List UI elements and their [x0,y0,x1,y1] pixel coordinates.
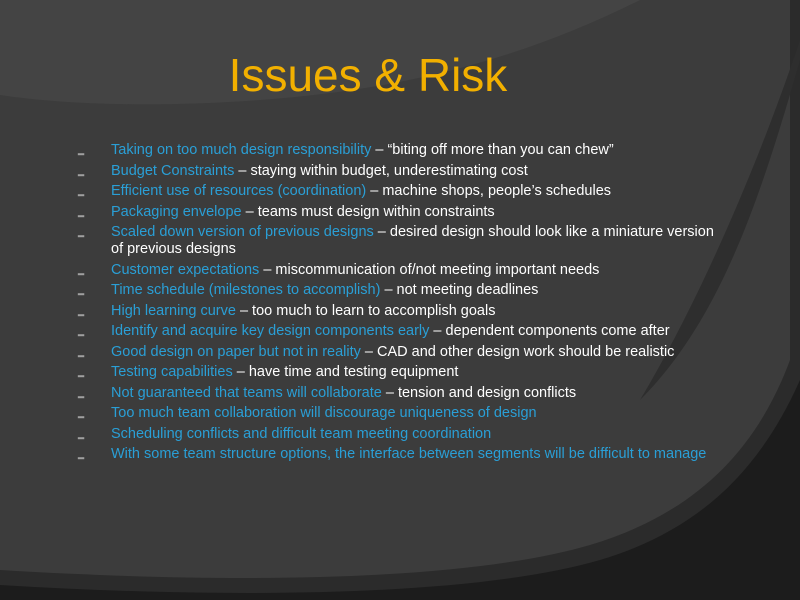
triangle-bullet-icon: ‗ [78,263,85,276]
bullet-highlight-text: Efficient use of resources (coordination) [111,183,367,199]
triangle-bullet-icon: ‗ [78,345,85,358]
bullet-highlight-text: Taking on too much design responsibility [111,142,372,158]
bullet-detail-text: – teams must design within constraints [241,203,495,220]
bullet-item [78,385,718,402]
bullet-detail-text: – staying within budget, underestimating cost [234,162,528,179]
triangle-bullet-icon: ‗ [78,284,85,296]
bullet-item [78,344,718,361]
triangle-bullet-icon: ‗ [78,407,85,419]
bullet-highlight-text: Budget Constraints [111,162,235,179]
bullet-detail-text: – miscommunication of/not meeting important needs [259,261,600,278]
bullet-item [78,405,718,422]
bullet-detail-text: – “biting off more than you can chew” [371,142,614,158]
bullet-highlight-text: Scaled down version of previous designs [111,224,374,240]
bullet-detail-text: – machine shops, people’s schedules [366,183,612,199]
bullet-highlight-text: Not guaranteed that teams will collaborate [111,384,382,401]
bullet-item [78,282,718,299]
triangle-bullet-icon: ‗ [78,144,85,156]
bullet-detail-text: – CAD and other design work should be realistic [360,343,675,360]
triangle-bullet-icon: ‗ [78,205,85,218]
bullet-item [78,183,718,200]
triangle-bullet-icon: ‗ [78,427,85,440]
bullet-item [78,446,718,463]
bullet-detail-text: – tension and design conflicts [381,384,577,401]
bullet-item [78,323,718,340]
triangle-bullet-icon: ‗ [78,164,85,177]
bullet-item [78,163,718,180]
bullet-item [78,204,718,221]
bullet-detail-text: – desired design should look like a miniature version of previous designs [111,224,714,257]
triangle-bullet-icon: ‗ [78,304,85,317]
bullet-detail-text: – not meeting deadlines [380,282,539,298]
triangle-bullet-icon: ‗ [78,226,85,238]
bullet-highlight-text: Time schedule (milestones to accomplish) [111,282,381,298]
bullet-highlight-text: Good design on paper but not in reality [111,343,361,360]
bullet-item [78,262,718,279]
bullet-item [78,142,718,159]
bullet-detail-text: – dependent components come after [429,323,670,339]
triangle-bullet-icon: ‗ [78,185,85,197]
triangle-bullet-icon: ‗ [78,325,85,337]
bullet-item [78,224,718,258]
bullet-list [78,142,718,467]
bullet-highlight-text: Identify and acquire key design components early [111,323,430,339]
bullet-highlight-text: High learning curve [111,302,236,319]
bullet-item [78,303,718,320]
triangle-bullet-icon: ‗ [78,386,85,399]
bullet-highlight-text: With some team structure options, the interface between segments will be difficult to manage [111,446,707,462]
bullet-detail-text: – too much to learn to accomplish goals [235,302,496,319]
bullet-item [78,426,718,443]
triangle-bullet-icon: ‗ [78,448,85,460]
bullet-highlight-text: Customer expectations [111,261,260,278]
bullet-highlight-text: Testing capabilities [111,364,233,380]
triangle-bullet-icon: ‗ [78,366,85,378]
bullet-highlight-text: Scheduling conflicts and difficult team meeting coordination [111,425,492,442]
bullet-item [78,364,718,381]
slide-title: Issues & Risk [228,49,508,101]
bullet-highlight-text: Packaging envelope [111,203,242,220]
bullet-detail-text: – have time and testing equipment [232,364,459,380]
bullet-highlight-text: Too much team collaboration will discourage uniqueness of design [111,405,537,421]
